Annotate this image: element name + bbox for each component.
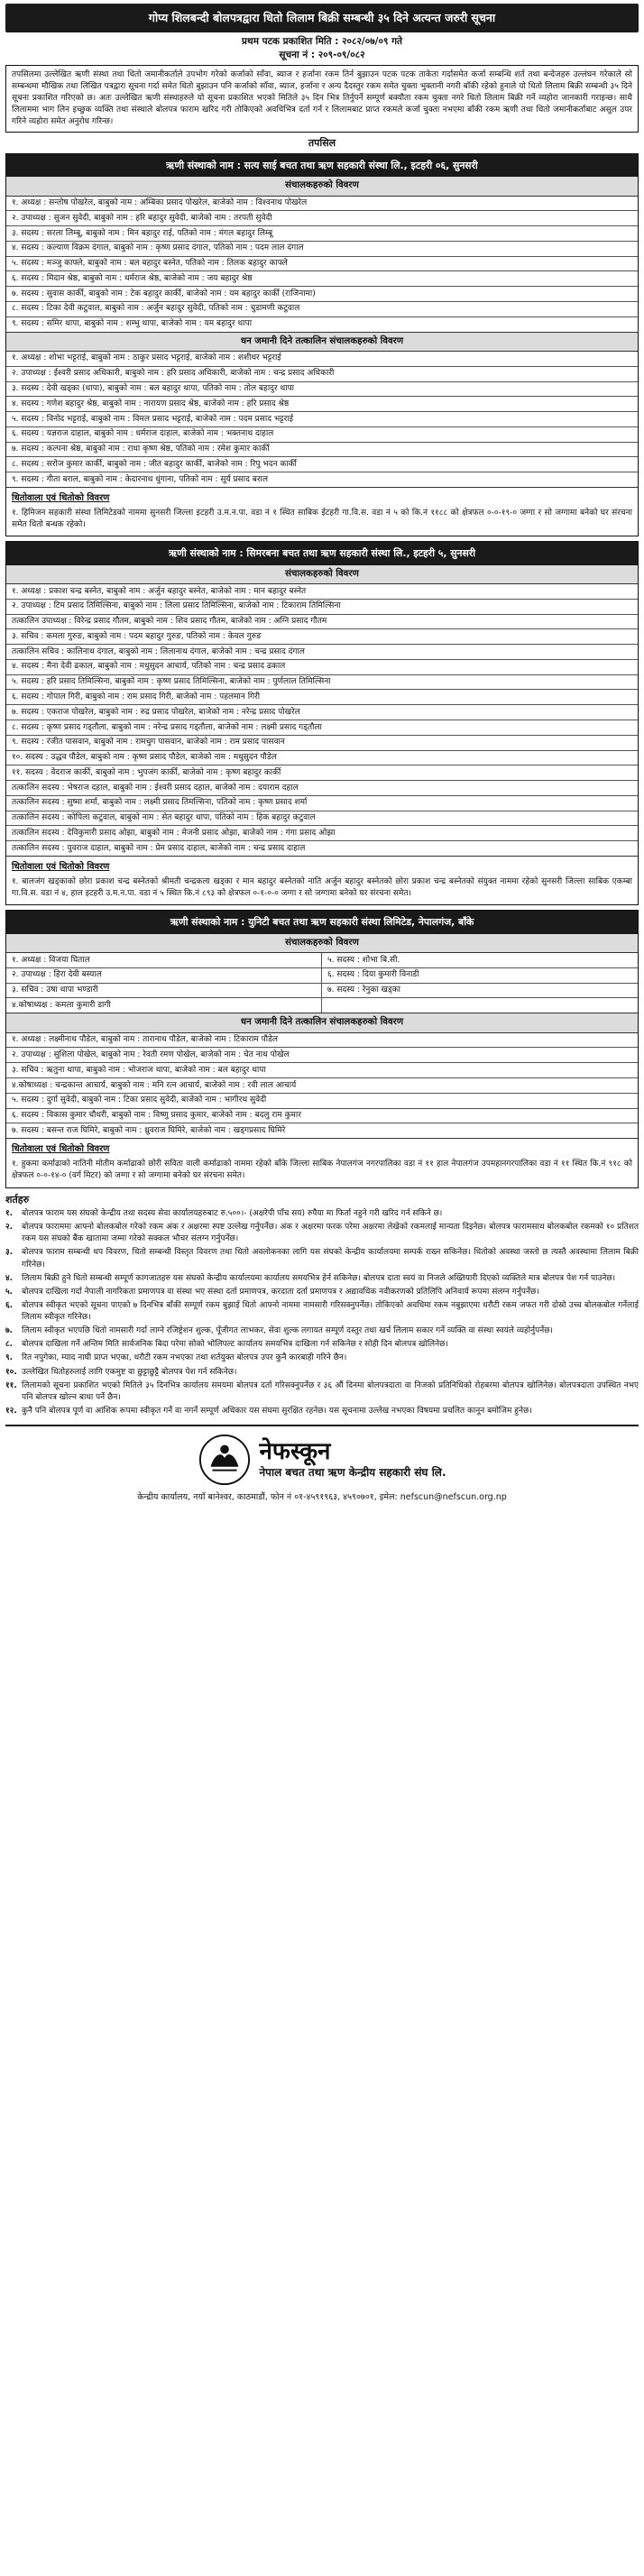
board-member: ६. सदस्य : दिया कुमारी विनाडी	[322, 968, 638, 984]
term-text: बोलपत्र स्वीकृत भएको सूचना पाएको ७ दिनभित्र बाँकी सम्पूर्ण रकम बुझाई धितो आफ्नो नाममा नामसारी गरिसक्नुपर्नेछ। तोकिएको अवधिमा रकम नबुझाएमा धरौटी रकम जफत गरी दोस्रो उच्च बोलकबोल गर्नेलाई लिलाम स्वीकृत गरिनेछ।	[22, 1300, 639, 1323]
board-list	[6, 197, 638, 332]
term-text: उल्लेखित धितोहरुलाई लागि एकमुष्ट वा छुट्टाछुट्टै बोलपत्र पेश गर्न सकिनेछ।	[22, 1367, 237, 1377]
board-member: ५. सदस्य : हरि प्रसाद तिमिल्सिना, बाबुको नाम : कृष्ण प्रसाद तिमिल्सिना, बाजेको नाम : पुर्णलाल तिमिल्सिना	[6, 675, 638, 691]
notice-banner: गोप्य शिलबन्दी बोलपत्रद्वारा धितो लिलाम बिक्री सम्बन्धी ३५ दिने अत्यन्त जरुरी सूचना	[5, 4, 639, 32]
term-item	[5, 1325, 639, 1337]
guarantor-member: ६. सदस्य : यज्ञराज दाहाल, बाबुको नाम : धर्मराज दाहाल, बाजेको नाम : भक्तनाथ दाहाल	[6, 427, 638, 443]
term-number: १०.	[5, 1367, 17, 1377]
board-member: २. उपाध्यक्ष : सुजन सुवेदी, बाबुको नाम : हरि बहादुर सुवेदी, बाजेको नाम : तरपती सुवेदी	[6, 211, 638, 226]
guarantor-member: २. उपाध्यक्ष : ईश्वरी प्रसाद अधिकारी, बाबुको नाम : हरि प्रसाद अधिकारी, बाजेको नाम : चन्द्र प्रसाद अधिकारी	[6, 367, 638, 382]
board-title: संचालकहरुको विवरण	[6, 565, 638, 584]
board-member: तत्कालिन उपाध्यक्ष : विरेन्द्र प्रसाद गौतम, बाबुको नाम : शिव प्रसाद गौतम, बाजेको नाम : अग्नि प्रसाद गौतम	[6, 615, 638, 630]
borrower-name: ऋणी संस्थाको नाम : सत्य साई बचत तथा ऋण सहकारी संस्था लि., इटहरी ०६, सुनसरी	[6, 154, 638, 177]
board-member: १०. सदस्य : उद्धव पौडेल, बाबुको नाम : कृष्ण प्रसाद पौडेल, बाजेको नाम : मधुसुदन पौडेल	[6, 751, 638, 766]
terms-list	[5, 1208, 639, 1417]
board-member: ११. सदस्य : वेदराज कार्की, बाबुको नाम : भुपजंग कार्की, बाजेको नाम : कृष्ण बहादुर कार्की	[6, 765, 638, 781]
board-member: ३. सदस्य : सरला लिम्बू, बाबुको नाम : मिन बहादुर राई, पतिको नाम : मंगल बहादुर लिम्बू	[6, 226, 638, 242]
board-member: ३. सचिव : कमला गुरुङ, बाबुको नाम : पदम बहादुर गुरुङ, पतिको नाम : केवल गुरुङ	[6, 629, 638, 645]
term-text: रित नपुगेका, म्याद नाघी प्राप्त भएका, धरौटी रकम नभएका तथा शर्तयुक्त बोलपत्र उपर कुनै कारबाही गरिने छैन।	[22, 1353, 347, 1363]
term-item	[5, 1247, 639, 1270]
board-member: तत्कालिन सदस्य : युवराज दाहाल, बाबुको नाम : प्रेम प्रसाद दाहाल, बाजेको नाम : चन्द्र प्रसाद दाहाल	[12, 843, 306, 853]
term-text: लिलामको सूचना प्रकाशित भएको मितिले ३५ दिनभित्र कार्यालय समयमा बोलपत्र दर्ता गरिसक्नुपर्नेछ र ३६ औं दिनमा बोलपत्रदाता वा निजको प्रतिनिधिको रोहबरमा बोलपत्र खोलिनेछ। बोलपत्रदाता उपस्थित नभए पनि बोलपत्र खोल्न बाधा पर्ने छैन।	[22, 1380, 639, 1402]
board-member: ८. सदस्य : कृष्ण प्रसाद गड्तौला, बाबुको नाम : नरेन्द्र प्रसाद गड्तौला, बाजेको नाम : लक्ष्मी प्रसाद गड्तौला	[6, 720, 638, 736]
guarantor-list	[6, 352, 638, 487]
board-member: ४. सदस्य : मैना देवी ढकाल, बाबुको नाम : मधुसुदन आचार्य, पतिको नाम : चन्द्र प्रसाद ढकाल	[6, 660, 638, 675]
brand-subtitle: नेपाल बचत तथा ऋण केन्द्रीय सहकारी संघ लि.	[259, 1465, 446, 1479]
guarantor-member: १. अध्यक्ष : लक्ष्मीनाथ पौडेल, बाबुको नाम : तारानाथ पौडेल, बाजेको नाम : टिकाराम पौडेल	[6, 1033, 638, 1049]
guarantor-list	[6, 1033, 638, 1138]
board-member: ४. सदस्य : कल्याण विक्रम दंगाल, बाबुको नाम : कृष्ण प्रसाद दंगाल, पतिको नाम : पदम लाल दंगाल	[6, 242, 638, 257]
guarantor-title: धन जमानी दिने तत्कालिन संचालकहरुको विवरण	[6, 1013, 638, 1032]
board-member: ९. सदस्य : समिर थापा, बाबुको नाम : शम्भु थापा, बाजेको नाम : यम बहादुर थापा	[12, 319, 253, 329]
term-text: बोलपत्र फाराम सम्बन्धी थप विवरण, धितो सम्बन्धी विस्तृत विवरण तथा धितो अवलोकनका लागि यस संघको केन्द्रीय कार्यालयमा सम्पर्क राख्न सकिनेछ। धितोको अवस्था जस्तो छ त्यस्तै अवस्थामा लिलाम बिक्री गरिनेछ।	[22, 1248, 639, 1270]
borrower-name: ऋणी संस्थाको नाम : सिमरबना बचत तथा ऋण सहकारी संस्था लि., इटहरी ५, सुनसरी	[6, 542, 638, 564]
board-member: ५. सदस्य : शोभा बि.सी.	[322, 953, 638, 968]
term-number: ६.	[5, 1300, 14, 1310]
details-title: तपसिल	[308, 137, 336, 150]
board-member: ६. सदस्य : गोपाल गिरी, बाबुको नाम : राम प्रसाद गिरी, बाजेको नाम : पहलमान गिरी	[6, 690, 638, 705]
collateral-title: धितोवाला एवं धितोको विवरण	[6, 856, 638, 875]
guarantor-member: १. अध्यक्ष : शोभा भट्टराई, बाबुको नाम : ठाकुर प्रसाद भट्टराई, बाजेको नाम : शशीधर भट्टराई	[6, 352, 638, 367]
guarantor-member: ७. सदस्य : कल्पना श्रेष्ठ, बाबुको नाम : राधा कृष्ण श्रेष्ठ, पतिको नाम : रमेश कुमार कार्की	[6, 443, 638, 458]
term-number: ५.	[5, 1287, 14, 1297]
term-text: बोलपत्र दाखिला गर्ने अन्तिम मिति सार्वजनिक बिदा परेमा सोको भोलिपल्ट कार्यालय समयभित्र दाखिला गर्न सकिनेछ र सोही दिन बोलपत्र खोलिनेछ।	[22, 1340, 448, 1350]
board-member: तत्कालिन सचिव : कालिनाथ दंगाल, बाबुको नाम : लिलानाथ दंगाल, बाजेको नाम : चन्द्र प्रसाद दंगाल	[6, 645, 638, 660]
term-item	[5, 1339, 639, 1351]
board-member: २. उपाध्यक्ष : हिरा देवी बस्याल	[6, 968, 322, 984]
board-member: ८. सदस्य : टिका देवी कटुवाल, बाबुको नाम : अर्जुन बहादुर सुवेदी, पतिको नाम : चुडामणी कटुवाल	[6, 302, 638, 317]
term-number: ७.	[5, 1326, 14, 1336]
term-item	[5, 1208, 639, 1220]
guarantor-member: ४.कोषाध्यक्ष : चन्द्रकान्त आचार्य, बाबुको नाम : मनि रत्न आचार्य, बाजेको नाम : रवी लाल आचार्य	[6, 1078, 638, 1094]
guarantor-member: ७. सदस्य : बसन्त राज घिमिरे, बाबुको नाम : ध्रुवराज घिमिरे, बाजेको नाम : खड्गप्रसाद घिमिरे	[12, 1125, 286, 1135]
footer-brand-block	[260, 1439, 446, 1481]
board-member: ७. सदस्य : सुवास कार्की, बाबुको नाम : टेक बहादुर कार्की, बाजेको नाम : यम बहादुर कार्की (राजिनामा)	[6, 287, 638, 302]
board-title: संचालकहरुको विवरण	[6, 177, 638, 196]
term-item	[5, 1367, 639, 1379]
guarantor-member: २. उपाध्यक्ष : सुशिला पोखेल, बाबुको नाम : रेवती रमण पोखेल, बाजेको नाम : चेत नाथ पोखेल	[6, 1048, 638, 1063]
notice-number: सूचना नं : २०९-०९/०८२	[279, 49, 365, 60]
term-item	[5, 1287, 639, 1298]
board-list	[6, 584, 638, 856]
borrower-section-1	[5, 153, 639, 537]
term-item	[5, 1352, 639, 1364]
board-member: तत्कालिन सदस्य : देविकुमारी प्रसाद ओझा, बाबुको नाम : मेजनी प्रसाद ओझा, बाजेको नाम : गंगा प्रसाद ओझा	[6, 826, 638, 841]
term-item	[5, 1222, 639, 1245]
term-item	[5, 1300, 639, 1324]
collateral-details: १. हिमिजन सहकारी संस्था लिमिटेडको नाममा सुनसरी जिल्ला इटहरी उ.म.न.पा. वडा नं १ स्थित साबिक ईटहरी गा.वि.स. वडा नं ५ को कि.नं ११८८ को क्षेत्रफल ०-०-१९-० जग्गा र सो जग्गामा बनेको घर संरचना समेत धितो बन्धक रहेको।	[12, 509, 632, 530]
brand-name: नेफस्कून	[259, 1438, 331, 1466]
term-text: बोलपत्र दाखिला गर्दा नेपाली नागरिकता प्रमाणपत्र वा संस्था भए संस्था दर्ता प्रमाणपत्र, करदाता दर्ता प्रमाणपत्र र अद्यावधिक नवीकरणको प्रतिलिपि अनिवार्य रूपमा संलग्न गर्नुपर्नेछ।	[22, 1287, 539, 1297]
guarantor-member: ३. सदस्य : देवी खड्का (थापा), बाबुको नाम : बल बहादुर थापा, पतिको नाम : तोल बहादुर थापा	[6, 382, 638, 398]
publication-date: प्रथम पटक प्रकाशित मिति : २०८२/०७/०९ गते	[242, 35, 402, 47]
term-item	[5, 1273, 639, 1285]
term-text: बोलपत्र फाराममा आफ्नो बोलकबोल गरेको रकम अंक र अक्षरमा स्पष्ट उल्लेख गर्नुपर्नेछ। अंक र अक्षरमा फरक परेमा अक्षरमा लेखेको रकमलाई मान्यता दिइनेछ। बोलपत्र फारामसाथ बोलकबोल रकमको १० प्रतिशत रकम यस संघको बैंक खातामा जम्मा गरेको सक्कल भौचर संलग्न गर्नुपर्नेछ।	[22, 1223, 639, 1244]
collateral-details: १. हुकमा कर्माढाको नातिनी मोतीम कर्माढाको छोरी सविता वाली कर्माढाको नाममा रहेको बाँके जिल्ला साबिक नेपालगंज नगरपालिका वडा नं ११ हाल नेपालगंज उपमहानगरपालिका वडा नं ११ स्थित कि.नं ९१८ को क्षेत्रफल ०-०-१४-० (वर्ग मिटर) को जग्गा र सो जग्गामा बनेको घर संरचना समेत।	[12, 1160, 632, 1181]
board-member: १. अध्यक्ष : विजया घिताल	[6, 953, 322, 968]
borrower-section-3	[5, 910, 639, 1187]
term-number: ४.	[5, 1273, 14, 1283]
term-number: ८.	[5, 1340, 14, 1350]
collateral-title: धितोवाला एवं धितोको विवरण	[6, 1138, 638, 1157]
board-member: १. अध्यक्ष : सन्तोष पोखरेल, बाबुको नाम : अम्बिका प्रसाद पोखरेल, बाजेको नाम : विश्वनाथ पोखरेल	[6, 197, 638, 212]
collateral-title: धितोवाला एवं धितोको विवरण	[6, 487, 638, 506]
board-member: ५. सदस्य : मञ्जु काफ्ले, बाबुको नाम : बल बहादुर बस्नेत, पतिको नाम : तिलक बहादुर काफ्ले	[6, 257, 638, 272]
guarantor-member: ३. सचिव : ऋतुना थापा, बाबुको नाम : भोजराज थापा, बाजेको नाम : बल बहादुर थापा	[6, 1063, 638, 1078]
board-member: १. अध्यक्ष : प्रकाश चन्द्र बस्नेत, बाबुको नाम : अर्जुन बहादुर बस्नेत, बाजेको नाम : मान बहादुर बस्नेत	[6, 584, 638, 600]
guarantor-member: ६. सदस्य : विकास कुमार चौधरी, बाबुको नाम : विष्णु प्रसाद कुमार, बाजेको नाम : बदलु राम कुमार	[6, 1109, 638, 1124]
borrower-section-2	[5, 541, 639, 905]
guarantor-member: ८. सदस्य : सरोज कुमार कार्की, बाबुको नाम : जीत बहादुर कार्की, बाजेको नाम : रिपु भदन कार्की	[6, 457, 638, 472]
collateral-details: १. बालजंग खड्काको छोरा प्रकाश चन्द्र बस्नेतको श्रीमती चन्द्रकला खड्का र मान बहादुर बस्नेतको नाति अर्जुन बहादुर बस्नेतको छोरा प्रकाश चन्द्र बस्नेतको संयुक्त नाममा रहेको सुनसरी जिल्ला साबिक एकम्बा गा.वि.स. वडा नं ४, हाल इटहरी उ.म.न.पा. वडा नं ५ स्थित कि.नं ८९३ को क्षेत्रफल ०-१-०-० जग्गा र सो जग्गामा बनेको घर संरचना समेत।	[12, 877, 632, 899]
term-number: २.	[5, 1223, 14, 1233]
terms-title: शर्तहरु	[5, 1193, 30, 1205]
board-member: तत्कालिन सदस्य : कोपिला कटुवाल, बाबुको नाम : सेत बहादुर थापा, पतिको नाम : हिक बहादुर कटुवाल	[6, 811, 638, 827]
footer-logo-row	[5, 1434, 639, 1486]
board-member: तत्कालिन सदस्य : सुष्मा शर्मा, बाबुको नाम : लक्ष्मी प्रसाद तिमल्सिना, पतिको नाम : कृष्ण प्रसाद शर्मा	[6, 796, 638, 811]
board-member: ६. सदस्य : मिदान श्रेष्ठ, बाबुको नाम : धर्मराज श्रेष्ठ, बाजेको नाम : जय बहादुर श्रेष्ठ	[6, 271, 638, 287]
guarantor-member: ४. सदस्य : गणेश बहादुर श्रेष्ठ, बाबुको नाम : नारायण प्रसाद श्रेष्ठ, बाजेको नाम : हरि प्रसाद श्रेष्ठ	[6, 397, 638, 412]
board-member: ३. सचिव : उषा थापा भण्डारी	[6, 984, 322, 999]
hands-logo-icon	[198, 1434, 251, 1486]
board-member: ७. सदस्य : रेनुका खड्का	[322, 984, 638, 999]
contact-line: केन्द्रीय कार्यालय, नयाँ बानेश्वर, काठमाडौं, फोन नं ०१-४५९१९६३, ४५९०७०१, इमेल: nefscun@nefscun.org.np	[137, 1492, 507, 1503]
board-member	[322, 998, 638, 1013]
guarantor-title: धन जमानी दिने तत्कालिन संचालकहरुको विवरण	[6, 332, 638, 352]
term-item	[5, 1380, 639, 1404]
footer	[5, 1425, 639, 1503]
guarantor-member: ९. सदस्य : गीता बराल, बाबुको नाम : केदारनाथ धुंगाना, पतिको नाम : सूर्य प्रसाद बराल	[12, 474, 268, 484]
board-grid	[6, 953, 638, 1013]
term-item	[5, 1406, 639, 1417]
term-text: लिलाम बिक्री हुने धितो सम्बन्धी सम्पूर्ण कागजातहरु यस संघको केन्द्रीय कार्यालयमा कार्यालय समयभित्र हेर्न सकिनेछ। बोलपत्र दाता स्वयं वा निजले अख्तियारी दिएको व्यक्तिले मात्र बोलपत्र पेश गर्न पाउनेछ।	[22, 1273, 616, 1283]
borrower-name: ऋणी संस्थाको नाम : युनिटी बचत तथा ऋण सहकारी संस्था लिमिटेड, नेपालगंज, बाँके	[6, 911, 638, 933]
board-member: ९. सदस्य : रंजीत पासवान, बाबुको नाम : रामचुग पासवान, बाजेको नाम : राम प्रसाद पासवान	[6, 736, 638, 751]
board-member: ४.कोषाध्यक्ष : कमला कुमारी डागी	[6, 998, 322, 1013]
term-number: ११.	[5, 1380, 17, 1390]
term-number: १२.	[5, 1406, 17, 1416]
notice-intro: तपसिलमा उल्लेखित ऋणी संस्था तथा धितो जमानीकर्ताले उपभोग गरेको कर्जाको साँवा, ब्याज र हर्जाना रकम तिर्न बुझाउन पटक पटक ताकेता गर्दासमेत कर्जा सम्बन्धि शर्त तथा बन्देजहरु उल्लंघन गरेकाले सो सम्बन्धमा मौखिक तथा लिखित पत्रद्वारा सूचना गर्दा समेत धितो बुझाउन पनि कर्जाको साँवा, ब्याज, हर्जाना र अन्य दैदस्तुर रकम समेत चुक्ता भुक्तानी नगरी बाँकी रहेको हुनाले यो धितो लिलाम बिक्री सम्बन्धी ३५ दिने सूचना प्रकाशित गरिएको छ। अतः उल्लेखित ऋणी संस्थाहरुले यो सूचना प्रकाशित भएको मितिले ३५ दिन भित्र तिर्नुपर्ने सम्पूर्ण बक्यौता रकम चुक्ता नगरे धितो लिलाम बिक्री गर्ने व्यहोरा जानकारी गराइन्छ। साथै लिलाममा भाग लिन इच्छुक व्यक्ति तथा संस्थाले बोलपत्र फाराम खरिद गरी तोकिएको अवधिभित्र दर्ता गर्न र लिलामबाट प्राप्त रकमले कर्जा चुक्ता नभएमा बाँकी रकम ऋणी तथा धितो जमानीकर्ताबाट असुल उपर गरिने व्यहोरा समेत अनुरोध गरिन्छ।	[5, 65, 639, 133]
guarantor-member: ५. सदस्य : दुर्गा सुवेदी, बाबुको नाम : टिका प्रसाद सुवेदी, बाजेको नाम : भागीरथ सुवेदी	[6, 1094, 638, 1109]
term-text: बोलपत्र फाराम यस संघको केन्द्रीय तथा सदस्य सेवा कार्यालयहरुबाट रु.५००।- (अक्षरेपी पाँच सय) रुपैया मा फिर्ता नहुने गरी खरिद गर्न सकिने छ।	[22, 1209, 443, 1219]
board-member: २. उपाध्यक्ष : टिम प्रसाद तिमिल्सिना, बाबुको नाम : लिला प्रसाद तिमिल्सिना, बाजेको नाम : टिकाराम तिमिल्सिना	[6, 600, 638, 615]
term-number: १.	[5, 1209, 14, 1219]
board-title: संचालकहरुको विवरण	[6, 934, 638, 953]
term-number: ९.	[5, 1353, 14, 1363]
board-member: तत्कालिन सदस्य : भेषराज दहाल, बाबुको नाम : ईश्वरी प्रसाद दहाल, बाजेको नाम : दयाराम दहाल	[6, 781, 638, 796]
term-text: लिलाम स्वीकृत भएपछि धितो नामसारी गर्दा लाग्ने रजिष्ट्रेशन शुल्क, पूँजीगत लाभकर, सेवा शुल्क लगायत सम्पूर्ण दस्तुर तथा खर्च लिलाम सकार गर्ने व्यक्ति वा संस्था स्वयंले व्यहोर्नुपर्नेछ।	[22, 1326, 553, 1336]
guarantor-member: ५. सदस्य : विनोद भट्टराई, बाबुको नाम : विमल प्रसाद भट्टराई, बाजेको नाम : पदम प्रसाद भट्टराई	[6, 412, 638, 427]
term-number: ३.	[5, 1248, 14, 1258]
board-member: ७. सदस्य : एकराज पोखरेल, बाबुको नाम : रुद्र प्रसाद पोखरेल, बाजेको नाम : नरेन्द्र प्रसाद पोखरेल	[6, 705, 638, 720]
term-text: कुनै पनि बोलपत्र पूर्ण वा आंशिक रूपमा स्वीकृत गर्ने वा नगर्ने सम्पूर्ण अधिकार यस संघमा सुरक्षित रहनेछ। यस सूचनामा उल्लेख नभएका विषयमा प्रचलित कानून बमोजिम हुनेछ।	[22, 1406, 532, 1416]
